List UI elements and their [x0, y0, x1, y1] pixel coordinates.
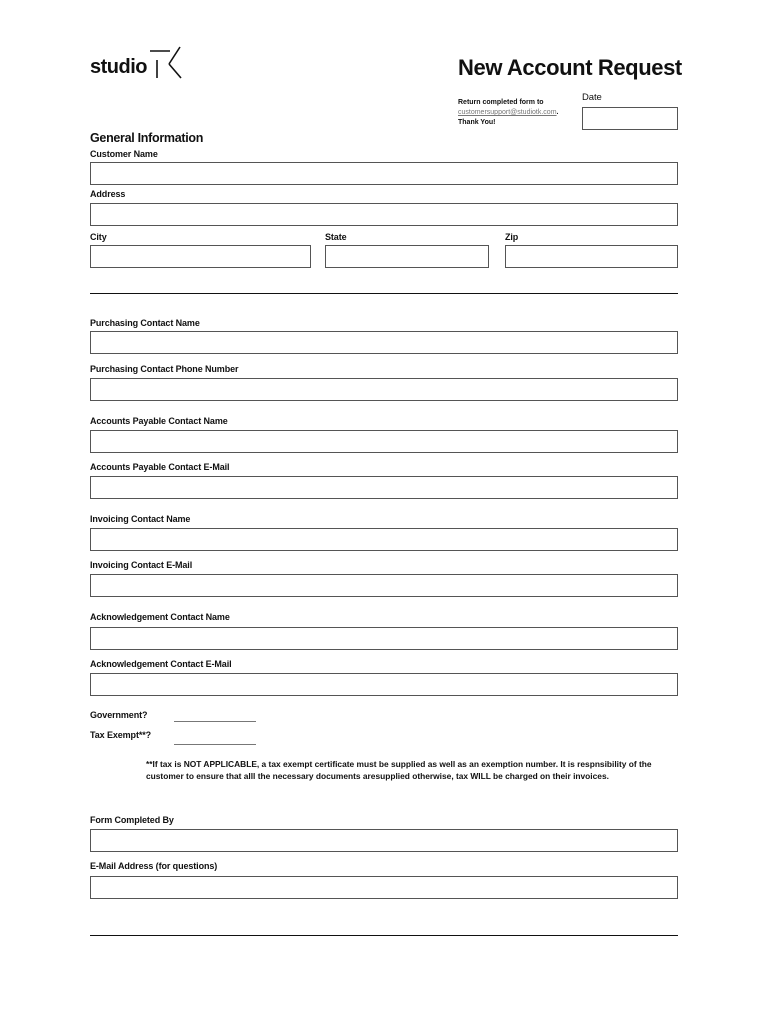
page-title: New Account Request — [458, 55, 682, 80]
city-label: City — [90, 232, 107, 242]
ack-name-field[interactable] — [90, 627, 678, 650]
tax-exempt-answer-line[interactable] — [174, 744, 256, 745]
invoicing-email-label: Invoicing Contact E-Mail — [90, 560, 193, 570]
date-field[interactable] — [582, 107, 678, 130]
ack-name-label: Acknowledgement Contact Name — [90, 612, 230, 622]
completed-by-field[interactable] — [90, 829, 678, 852]
ap-email-field[interactable] — [90, 476, 678, 499]
questions-email-label: E-Mail Address (for questions) — [90, 861, 218, 871]
logo-text: studio — [90, 56, 147, 78]
invoicing-name-label: Invoicing Contact Name — [90, 514, 191, 524]
tax-exempt-label: Tax Exempt**? — [90, 730, 152, 740]
tax-exempt-note: **If tax is NOT APPLICABLE, a tax exempt certificate must be supplied as well as an exemption number. It is respnsibility of the customer to ensure that alll the necessary documents aresupplied otherwise, tax WILL be charged on their invoices. — [146, 759, 652, 781]
return-suffix: . — [556, 109, 559, 116]
ap-email-label: Accounts Payable Contact E-Mail — [90, 462, 230, 472]
date-label: Date — [582, 92, 602, 103]
state-label: State — [325, 232, 347, 242]
purchasing-phone-label: Purchasing Contact Phone Number — [90, 364, 239, 374]
section-divider — [90, 293, 678, 294]
thank-you-text: Thank You! — [458, 119, 496, 126]
city-field[interactable] — [90, 245, 311, 268]
ack-email-label: Acknowledgement Contact E-Mail — [90, 659, 232, 669]
zip-field[interactable] — [505, 245, 678, 268]
customer-name-label: Customer Name — [90, 149, 158, 159]
purchasing-name-field[interactable] — [90, 331, 678, 354]
government-answer-line[interactable] — [174, 721, 256, 722]
address-label: Address — [90, 189, 126, 199]
return-email-link[interactable]: customersupport@studiotk.com — [458, 109, 557, 116]
address-field[interactable] — [90, 203, 678, 226]
return-instructions — [458, 98, 583, 128]
return-prefix: Return completed form to — [458, 99, 544, 106]
customer-name-field[interactable] — [90, 162, 678, 185]
ap-name-label: Accounts Payable Contact Name — [90, 416, 228, 426]
purchasing-phone-field[interactable] — [90, 378, 678, 401]
state-field[interactable] — [325, 245, 489, 268]
zip-label: Zip — [505, 232, 519, 242]
section-title-general: General Information — [90, 131, 204, 145]
studio-tk-logo-icon — [150, 46, 184, 82]
completed-by-label: Form Completed By — [90, 815, 174, 825]
invoicing-email-field[interactable] — [90, 574, 678, 597]
invoicing-name-field[interactable] — [90, 528, 678, 551]
ap-name-field[interactable] — [90, 430, 678, 453]
footer-divider — [90, 935, 678, 936]
questions-email-field[interactable] — [90, 876, 678, 899]
government-label: Government? — [90, 710, 148, 720]
ack-email-field[interactable] — [90, 673, 678, 696]
purchasing-name-label: Purchasing Contact Name — [90, 318, 200, 328]
